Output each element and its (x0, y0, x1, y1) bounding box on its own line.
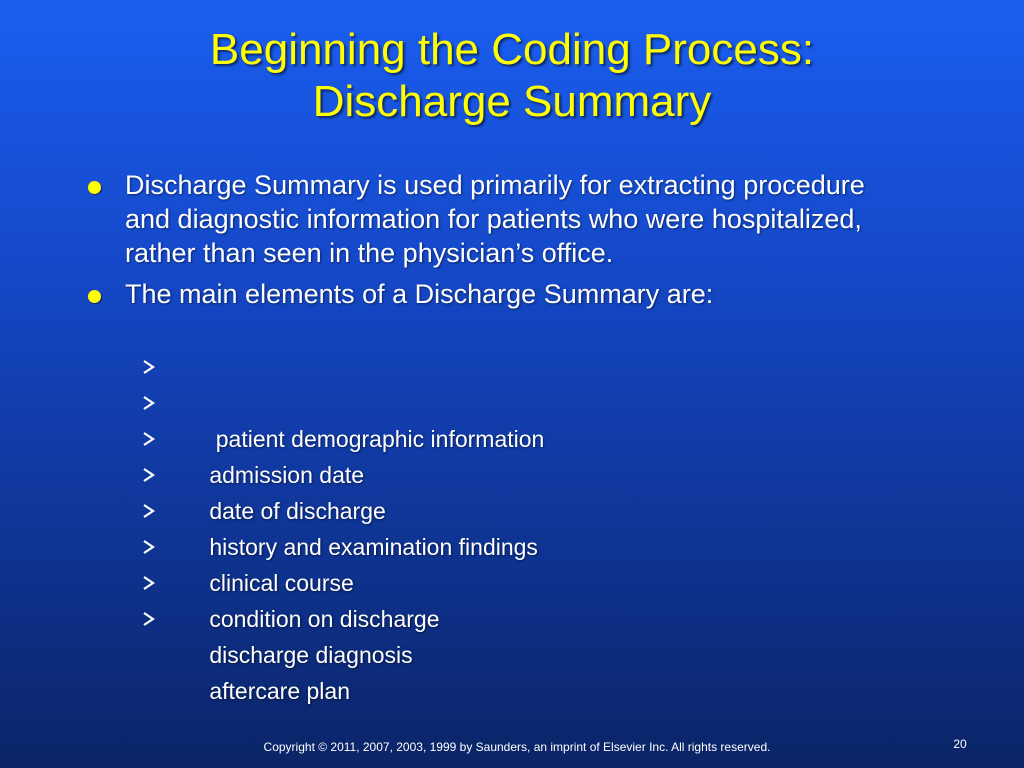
bullet-list (88, 168, 888, 311)
bullet-item (88, 168, 888, 270)
sub-bullet-text: discharge diagnosis (209, 642, 413, 668)
sub-bullet-text: patient demographic information (209, 426, 545, 452)
chevron-arrow-right-icon (140, 349, 158, 385)
sub-bullet-text: aftercare plan (209, 678, 350, 704)
bullet-text: The main elements of a Discharge Summary are: (125, 279, 714, 309)
sub-bullet-text: admission date (209, 462, 365, 488)
slide-title-line-2: Discharge Summary (312, 77, 712, 126)
chevron-arrow-right-icon (140, 421, 158, 457)
chevron-arrow-right-icon (140, 529, 158, 565)
sub-bullet-text: condition on discharge (209, 606, 440, 632)
chevron-arrow-right-icon (140, 601, 158, 637)
chevron-arrow-right-icon (140, 565, 158, 601)
bullet-dot-icon (88, 181, 101, 194)
chevron-arrow-right-icon (140, 493, 158, 529)
sub-bullet-text: date of discharge (209, 498, 386, 524)
sub-bullet-text: history and examination findings (209, 534, 538, 560)
sub-bullet-list (140, 349, 840, 704)
sub-bullet-text: clinical course (209, 570, 354, 596)
bullet-item (88, 277, 888, 311)
chevron-arrow-right-icon (140, 457, 158, 493)
copyright-footer: Copyright © 2011, 2007, 2003, 1999 by Saunders, an imprint of Elsevier Inc. All rights reserved. (263, 740, 771, 754)
slide-title (60, 24, 964, 128)
slide-title-line-1: Beginning the Coding Process: (209, 25, 815, 74)
sub-bullet-item (140, 349, 840, 452)
chevron-arrow-right-icon (140, 385, 158, 421)
page-number: 20 (953, 737, 967, 751)
bullet-text: Discharge Summary is used primarily for extracting procedure and diagnostic information for patients who were hospitalized, rather than seen in the physician’s office. (125, 170, 865, 268)
bullet-dot-icon (88, 290, 101, 303)
